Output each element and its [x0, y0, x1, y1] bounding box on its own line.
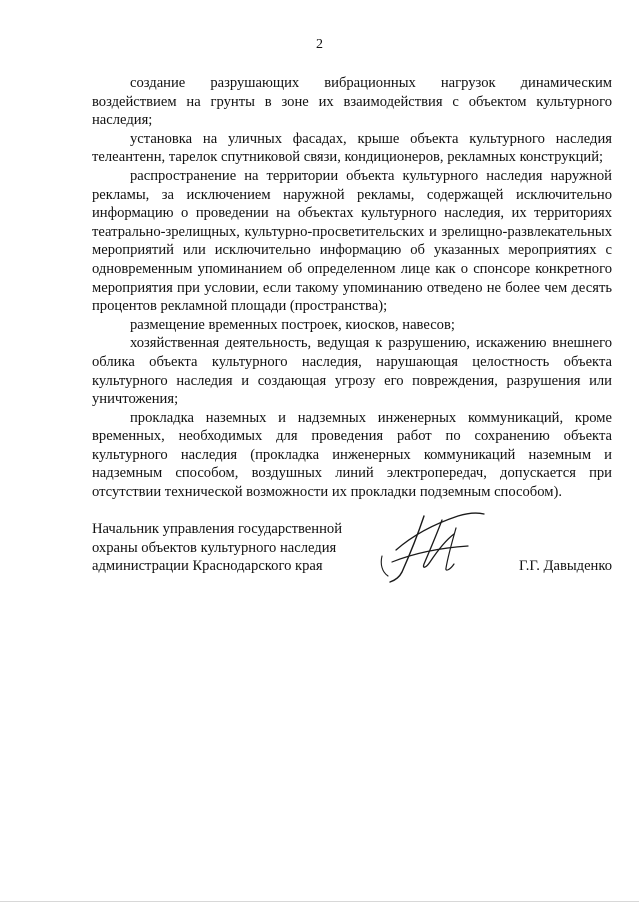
- paragraph: распространение на территории объекта культурного наследия наружной рекламы, за исключением наружной рекламы, содержащей исключительно информацию о проведении на объектах культурного наследия, их территориях театрально-зрелищных, культурно-просветительских и зрелищно-развлекательных мероприятий или исключительно информацию об указанных мероприятиях с одновременным упоминанием об определенном лице как о спонсоре конкретного мероприятия при условии, если такому упоминанию отведено не более чем десять процентов рекламной площади (пространства);: [92, 167, 612, 315]
- paragraph: создание разрушающих вибрационных нагрузок динамическим воздействием на грунты в зоне их взаимодействия с объектом культурного наследия;: [92, 75, 612, 129]
- signatory-position-line: администрации Краснодарского края: [92, 558, 323, 575]
- signatory-position-line: охраны объектов культурного наследия: [92, 539, 337, 556]
- signatory-position-line: Начальник управления государственной: [92, 521, 343, 537]
- paragraph: размещение временных построек, киосков, навесов;: [130, 316, 455, 333]
- paragraph: установка на уличных фасадах, крыше объекта культурного наследия телеантенн, тарелок спутниковой связи, кондиционеров, рекламных конструкций;: [92, 130, 612, 166]
- signatory-name: Г.Г. Давыденко: [518, 558, 612, 574]
- page-number: 2: [316, 37, 323, 52]
- paragraph: хозяйственная деятельность, ведущая к разрушению, искажению внешнего облика объекта культурного наследия, нарушающая целостность объекта культурного наследия и создающая угрозу его повреждения, разрушения или уничтожения;: [92, 335, 612, 408]
- handwritten-signature: [372, 506, 492, 586]
- signatory-position: [92, 520, 342, 576]
- document-body: [92, 74, 612, 502]
- paragraph: прокладка наземных и надземных инженерных коммуникаций, кроме временных, необходимых для проведения работ по сохранению объекта культурного наследия (прокладка инженерных коммуникаций наземным и надземным способом, воздушных линий электропередач, допускается при отсутствии технической возможности их прокладки подземным способом).: [92, 409, 612, 501]
- page-bottom-edge: [0, 901, 639, 902]
- signature-block: [92, 520, 612, 590]
